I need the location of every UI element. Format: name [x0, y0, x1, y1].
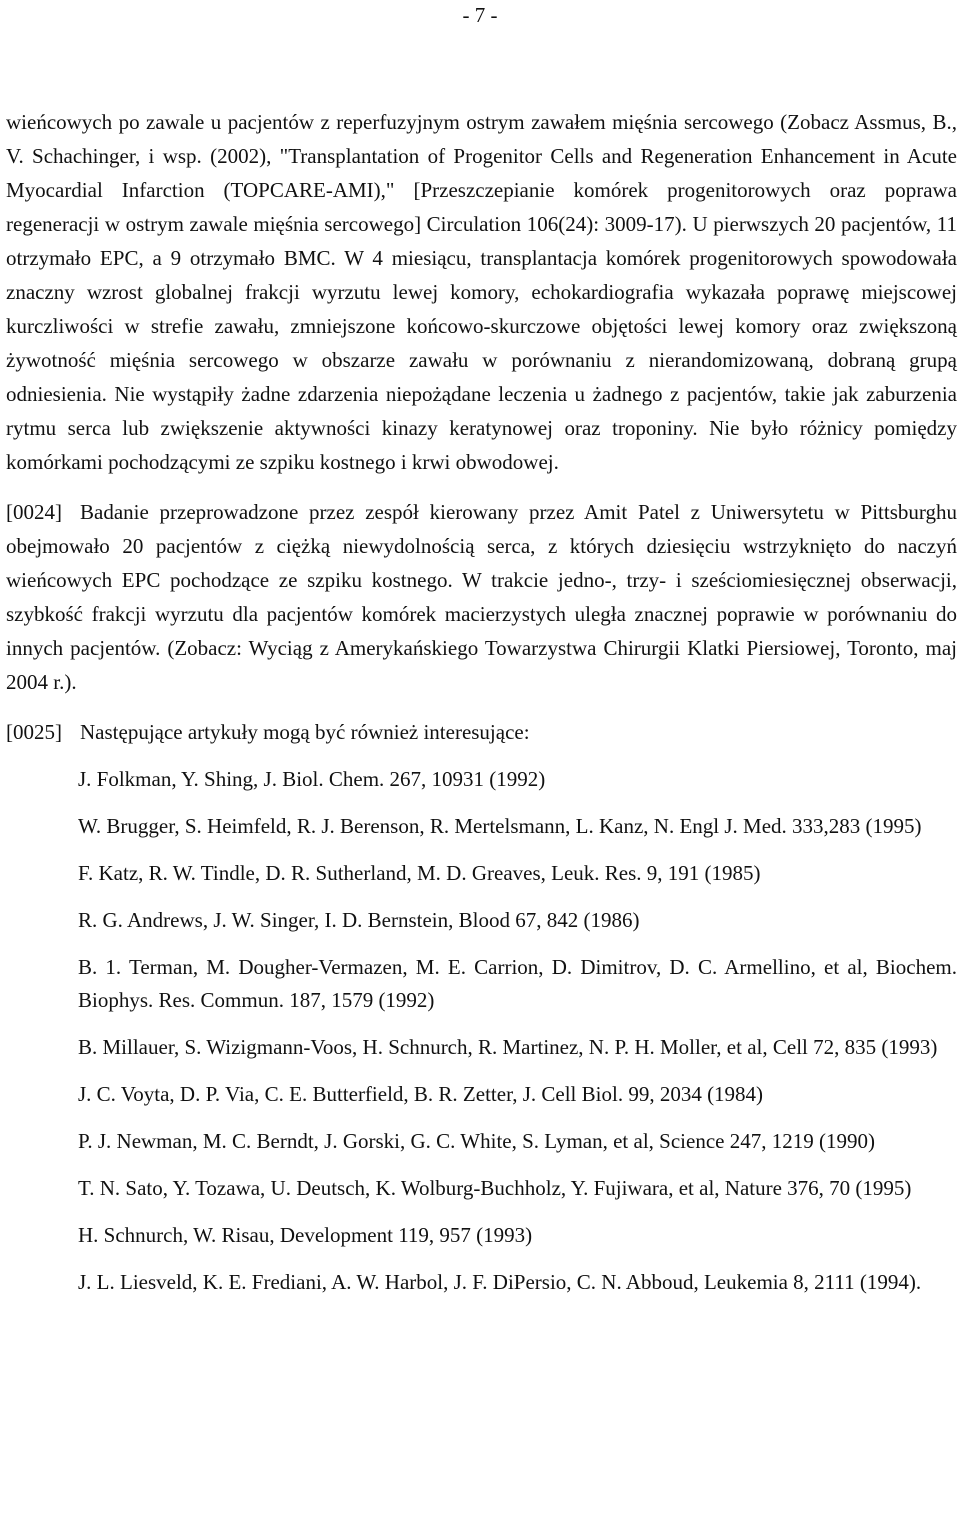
reference-item: J. C. Voyta, D. P. Via, C. E. Butterfield, B. R. Zetter, J. Cell Biol. 99, 2034 (1984) [78, 1082, 764, 1106]
reference-list [6, 763, 957, 1299]
reference-item: J. Folkman, Y. Shing, J. Biol. Chem. 267, 10931 (1992) [78, 767, 546, 791]
paragraph-continuation: wieńcowych po zawale u pacjentów z reperfuzyjnym ostrym zawałem mięśnia sercowego (Zobacz Assmus, B., V. Schachinger, i wsp. (2002), "Transplantation of Progenitor Cells and Regeneration Enhancement in Acute Myocardial Infarction (TOPCARE-AMI)," [Przeszczepianie komórek progenitorowych oraz poprawa regeneracji w ostrym zawale mięśnia sercowego] Circulation 106(24): 3009-17). U pierwszych 20 pacjentów, 11 otrzymało EPC, a 9 otrzymało BMC. W 4 miesiącu, transplantacja komórek progenitorowych spowodowała znaczny wzrost globalnej frakcji wyrzutu lewej komory, echokardiografia wykazała poprawę miejscowej kurczliwości w strefie zawału, zmniejszone końcowo-skurczowe objętości lewej komory oraz zwiększoną żywotność mięśnia sercowego w obszarze zawału w porównaniu z nierandomizowaną, dobraną grupą odniesienia. Nie wystąpiły żadne zdarzenia niepożądane leczenia u żadnego z pacjentów, takie jak zaburzenia rytmu serca lub zwiększenie aktywności kinazy keratynowej oraz troponiny. Nie było różnicy pomiędzy komórkami pochodzącymi ze szpiku kostnego i krwi obwodowej. [6, 110, 957, 474]
reference-item: B. 1. Terman, M. Dougher-Vermazen, M. E. Carrion, D. Dimitrov, D. C. Armellino, et al, Biochem. Biophys. Res. Commun. 187, 1579 (1992) [78, 955, 957, 1012]
paragraph-tag-0024: [0024] [6, 500, 62, 524]
reference-item: H. Schnurch, W. Risau, Development 119, 957 (1993) [78, 1223, 533, 1247]
reference-item: F. Katz, R. W. Tindle, D. R. Sutherland, M. D. Greaves, Leuk. Res. 9, 191 (1985) [78, 861, 761, 885]
paragraph-0024 [6, 495, 957, 699]
reference-item: J. L. Liesveld, K. E. Frediani, A. W. Harbol, J. F. DiPersio, C. N. Abboud, Leukemia 8, 2111 (1994). [78, 1270, 922, 1294]
paragraph-tag-0025: [0025] [6, 720, 62, 744]
reference-item: W. Brugger, S. Heimfeld, R. J. Berenson, R. Mertelsmann, L. Kanz, N. Engl J. Med. 333,283 (1995) [78, 814, 922, 838]
paragraph-0024-text: Badanie przeprowadzone przez zespół kierowany przez Amit Patel z Uniwersytetu w Pittsburghu obejmowało 20 pacjentów z ciężką niewydolnością serca, z których dziesięciu wstrzyknięto do naczyń wieńcowych EPC pochodzące ze szpiku kostnego. W trakcie jedno-, trzy- i sześciomiesięcznej obserwacji, szybkość frakcji wyrzutu dla pacjentów komórek macierzystych uległa znacznej poprawie w porównaniu do innych pacjentów. (Zobacz: Wyciąg z Amerykańskiego Towarzystwa Chirurgii Klatki Piersiowej, Toronto, maj 2004 r.). [6, 500, 957, 694]
reference-item: R. G. Andrews, J. W. Singer, I. D. Bernstein, Blood 67, 842 (1986) [78, 908, 640, 932]
reference-item: P. J. Newman, M. C. Berndt, J. Gorski, G. C. White, S. Lyman, et al, Science 247, 1219 (1990) [78, 1129, 875, 1153]
reference-item: B. Millauer, S. Wizigmann-Voos, H. Schnurch, R. Martinez, N. P. H. Moller, et al, Cell 72, 835 (1993) [78, 1035, 938, 1059]
page-number: - 7 - [462, 3, 498, 27]
paragraph-0025 [6, 715, 957, 749]
paragraph-0025-text: Następujące artykuły mogą być również interesujące: [80, 720, 530, 744]
reference-item: T. N. Sato, Y. Tozawa, U. Deutsch, K. Wolburg-Buchholz, Y. Fujiwara, et al, Nature 376, 70 (1995) [78, 1176, 912, 1200]
document-body [6, 105, 957, 1313]
